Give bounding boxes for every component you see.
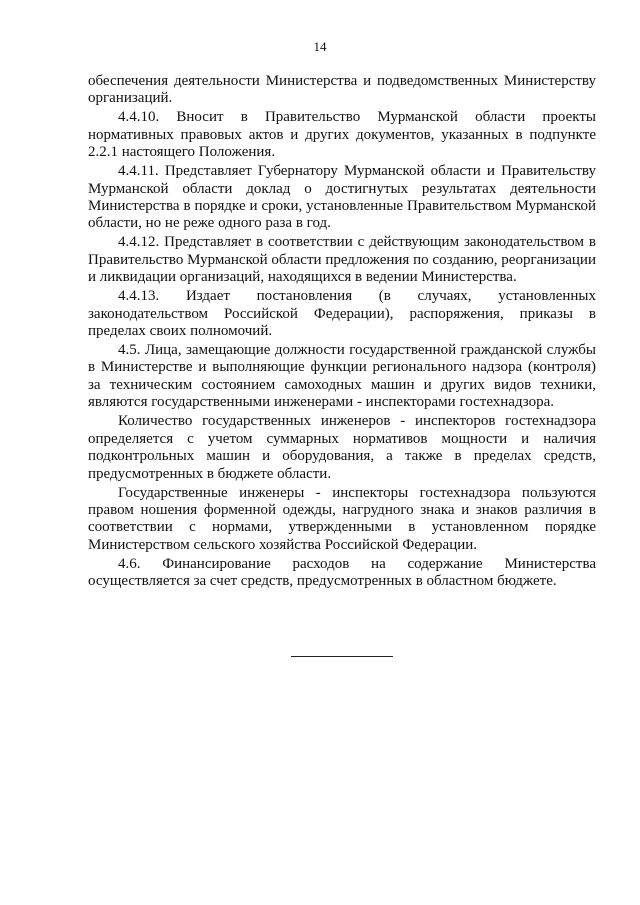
paragraph-inspector-uniform: Государственные инженеры - инспекторы гостехнадзора пользуются правом ношения форменной одежды, нагрудного знака и знаков различия в соответствии с нормами, утвержденными в установленном порядке Министерством сельского хозяйства Российской Федерации. — [88, 484, 596, 553]
document-body — [88, 73, 596, 592]
end-divider-line — [291, 656, 393, 657]
paragraph-4-5: 4.5. Лица, замещающие должности государственной гражданской службы в Министерстве и выполняющие функции регионального надзора (контроля) за техническим состоянием самоходных машин и других видов техники, являются государственными инженерами - инспекторами гостехнадзора. — [88, 342, 596, 411]
paragraph-continuation: обеспечения деятельности Министерства и подведомственных Министерству организаций. — [88, 73, 596, 107]
paragraph-4-4-13: 4.4.13. Издает постановления (в случаях, установленных законодательством Российской Федерации), распоряжения, приказы в пределах своих полномочий. — [88, 288, 596, 340]
page-number: 14 — [313, 39, 327, 54]
paragraph-4-4-11: 4.4.11. Представляет Губернатору Мурманской области и Правительству Мурманской области доклад о достигнутых результатах деятельности Министерства в порядке и сроки, установленные Правительством Мурманской области, но не реже одного раза в год. — [88, 163, 596, 232]
paragraph-inspector-count: Количество государственных инженеров - инспекторов гостехнадзора определяется с учетом суммарных нормативов мощности и наличия подконтрольных машин и оборудования, а также в пределах средств, предусмотренных в бюджете области. — [88, 413, 596, 482]
paragraph-4-6: 4.6. Финансирование расходов на содержание Министерства осуществляется за счет средств, предусмотренных в областном бюджете. — [88, 555, 596, 590]
paragraph-4-4-10: 4.4.10. Вносит в Правительство Мурманской области проекты нормативных правовых актов и других документов, указанных в подпункте 2.2.1 настоящего Положения. — [88, 109, 596, 161]
paragraph-4-4-12: 4.4.12. Представляет в соответствии с действующим законодательством в Правительство Мурманской области предложения по созданию, реорганизации и ликвидации организаций, находящихся в ведении Министерства. — [88, 234, 596, 286]
